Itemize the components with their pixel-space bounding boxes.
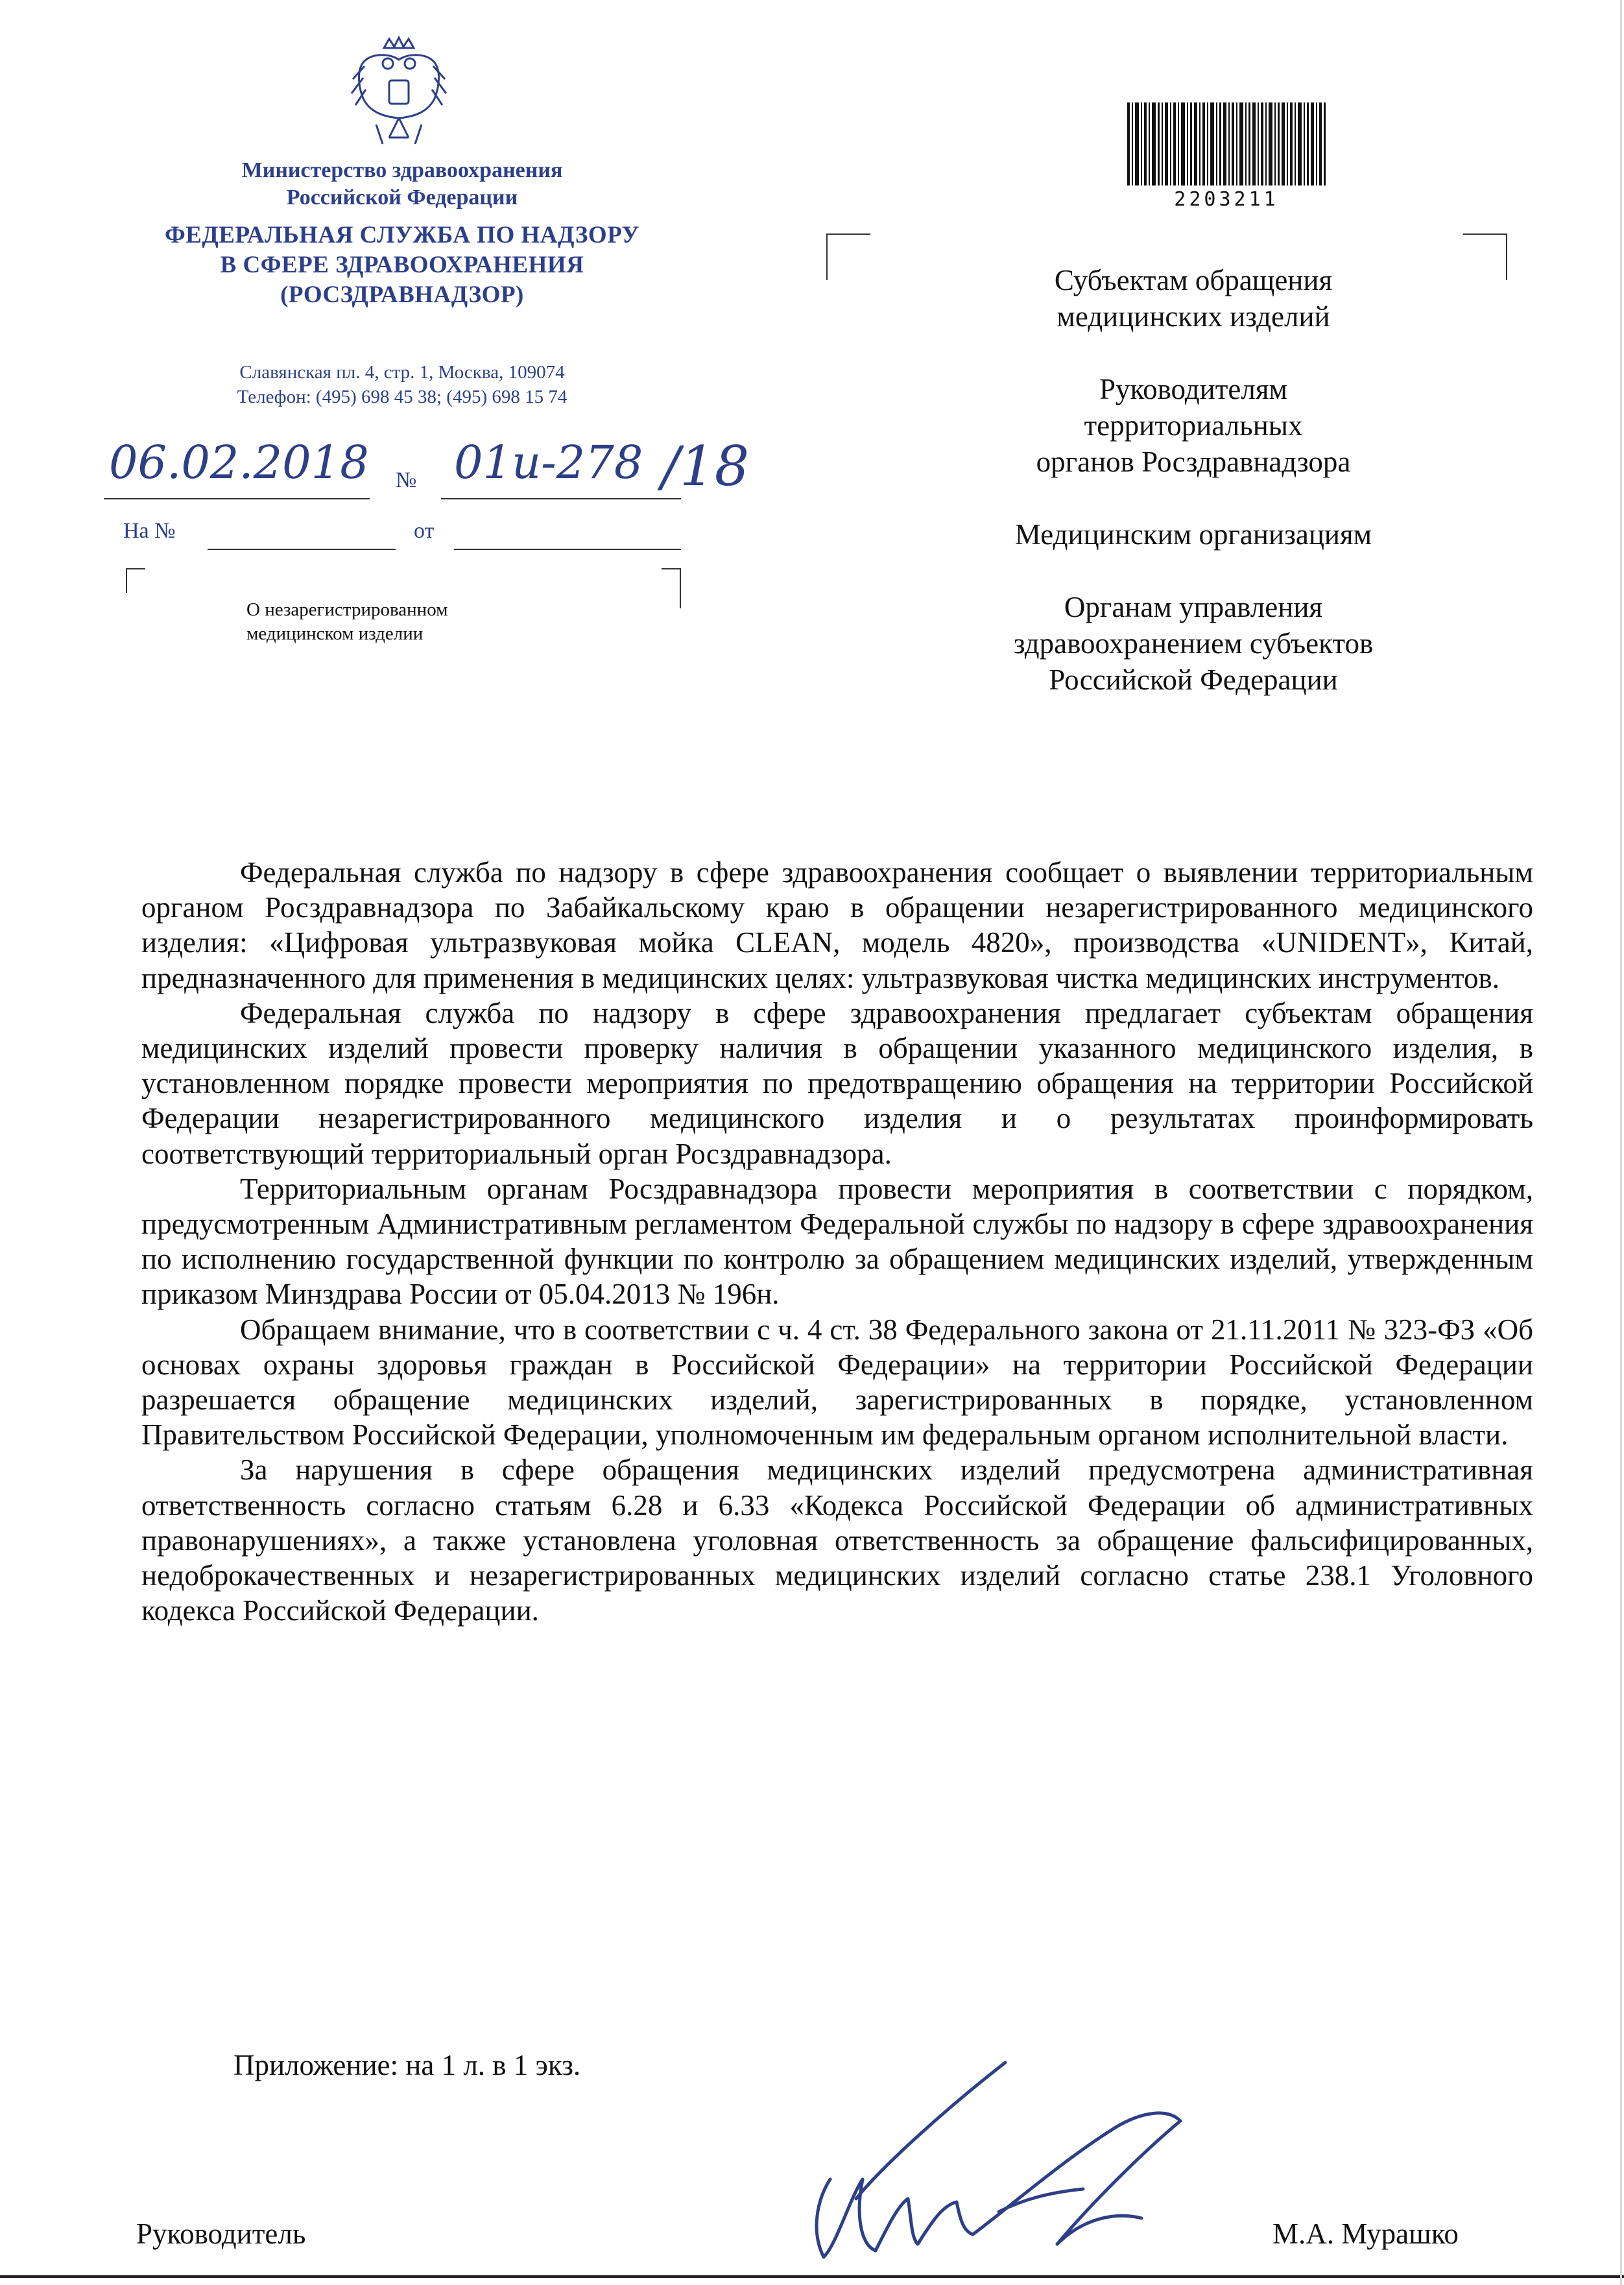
subject-line-1: О незарегистрированном [246, 599, 448, 620]
addressee-group-4 [908, 589, 1479, 698]
body-paragraph: За нарушения в сфере обращения медицинских изделий предусмотрена административная ответственность согласно статьям 6.28 и 6.33 «Кодекса Российской Федерации об административных правонарушениях», а также установлена уголовная ответственность за обращение фальсифицированных, недоброкачественных и незарегистрированных медицинских изделий согласно статье 238.1 Уголовного кодекса Российской Федерации. [141, 1454, 1533, 1627]
service-line-3: (РОСЗДРАВНАДЗОР) [280, 281, 524, 308]
body-paragraph: Территориальным органам Росздравнадзора провести мероприятия в соответствии с порядком, предусмотренным Административным регламентом Федеральной службы по надзору в сфере здравоохранения по исполнению государственной функции по контролю за обращением медицинских изделий, утвержденным приказом Минздрава России от 05.04.2013 № 196н. [141, 1172, 1533, 1311]
addressee-line: территориальных [1084, 409, 1303, 442]
addressee-line: органов Росздравнадзора [1036, 446, 1351, 478]
subject [246, 598, 584, 646]
barcode-icon [1126, 102, 1327, 185]
reference-label: На № [123, 519, 176, 543]
reference-from-label: от [414, 519, 435, 543]
addressee-group-3 [908, 516, 1479, 553]
handwritten-number: 01и-278 [454, 436, 643, 489]
addressee-line: Российской Федерации [1049, 664, 1338, 696]
body-paragraph: Обращаем внимание, что в соответствии с ч. 4 ст. 38 Федерального закона от 21.11.2011 № 323-ФЗ «Об основах охраны здоровья граждан в Российской Федерации» на территории Российской Федерации разрешается обращение медицинских изделий, зарегистрированных в порядке, установленном Правительством Российской Федерации, уполномоченным им федеральным органом исполнительной власти. [141, 1313, 1533, 1452]
service-line-1: ФЕДЕРАЛЬНАЯ СЛУЖБА ПО НАДЗОРУ [164, 222, 640, 248]
addressee-line: здравоохранением субъектов [1013, 627, 1374, 660]
number-underline [441, 498, 681, 499]
ministry-line-2: Российской Федерации [286, 185, 518, 209]
address-line-1: Славянская пл. 4, стр. 1, Москва, 109074 [239, 362, 565, 383]
addressee-block [908, 262, 1479, 698]
signature-icon [778, 2050, 1232, 2270]
signatory-name: М.А. Мурашко [1272, 2218, 1459, 2250]
date-underline [104, 498, 370, 499]
appendix-note: Приложение: на 1 л. в 1 экз. [233, 2049, 581, 2081]
addressee-line: Субъектам обращения [1054, 264, 1333, 296]
number-label: № [396, 468, 417, 492]
page-bottom-border [0, 2275, 1624, 2278]
address-line-2: Телефон: (495) 698 45 38; (495) 698 15 74 [237, 387, 567, 407]
ministry-name [130, 157, 675, 211]
handwritten-number-suffix: /18 [662, 435, 750, 498]
letter-body [141, 855, 1533, 1628]
service-name [104, 221, 700, 310]
addressee-group-1 [908, 262, 1479, 335]
addressee-bracket-left [826, 233, 870, 280]
addressee-line: Медицинским организациям [1014, 518, 1372, 551]
subject-line-2: медицинском изделии [246, 623, 424, 644]
barcode-number: 2203211 [1174, 188, 1279, 211]
subject-bracket-left [126, 568, 145, 593]
addressee-line: Руководителям [1099, 373, 1287, 405]
coat-of-arms-icon [350, 34, 448, 150]
reference-from-underline [454, 549, 681, 550]
signatory-title: Руководитель [136, 2218, 306, 2250]
page-right-edge [1620, 0, 1622, 2285]
service-line-2: В СФЕРЕ ЗДРАВООХРАНЕНИЯ [220, 252, 584, 278]
body-paragraph: Федеральная служба по надзору в сфере здравоохранения сообщает о выявлении территориальным органом Росздравнадзора по Забайкальскому краю в обращении незарегистрированного медицинского изделия: «Цифровая ультразвуковая мойка CLEAN, модель 4820», производства «UNIDENT», Китай, предназначенного для применения в медицинских целях: ультразвуковая чистка медицинских инструментов. [141, 856, 1533, 994]
subject-bracket-right [662, 568, 681, 608]
addressee-group-2 [908, 371, 1479, 480]
ministry-line-1: Министерство здравоохранения [241, 158, 563, 182]
addressee-line: медицинских изделий [1057, 300, 1330, 333]
body-paragraph: Федеральная служба по надзору в сфере здравоохранения предлагает субъектам обращения медицинских изделий провести проверку наличия в обращении указанного медицинского изделия, в установленном порядке провести мероприятия по предотвращению обращения на территории Российской Федерации незарегистрированного медицинского изделия и о результатах проинформировать соответствующий территориальный орган Росздравнадзора. [141, 996, 1533, 1170]
reference-underline [208, 549, 396, 550]
service-address [143, 360, 662, 409]
handwritten-date: 06.02.2018 [109, 436, 369, 489]
addressee-line: Органам управления [1064, 591, 1323, 623]
